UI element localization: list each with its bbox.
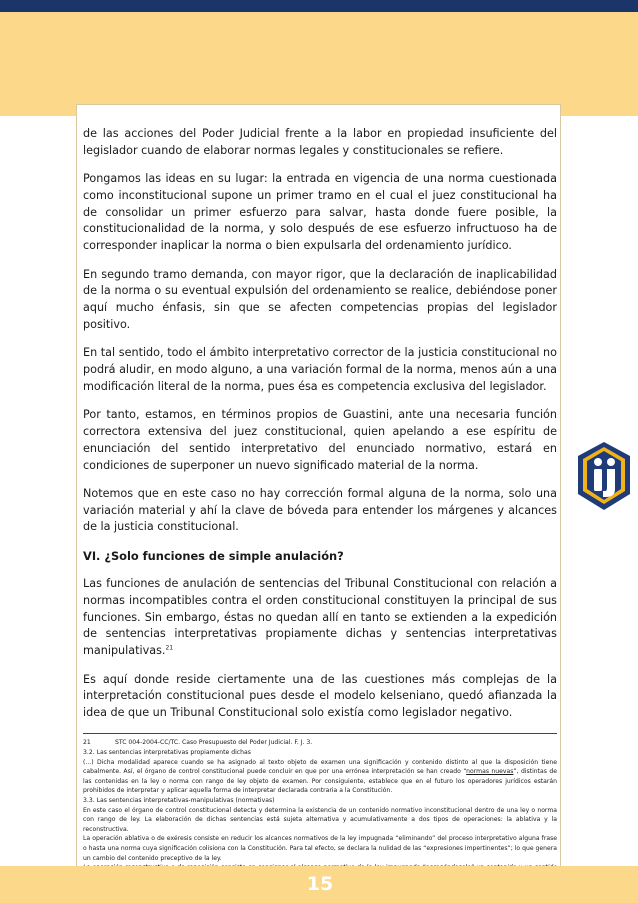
ij-logo-icon <box>574 440 634 512</box>
footnote-rule <box>83 733 557 734</box>
paragraph-8: Es aquí donde reside ciertamente una de las cuestiones más complejas de la interpretación constitucional pues desde el modelo kelseniano, quedó afianzada la idea de que un Tribunal Constitucional solo existía como legislador negativo. <box>83 672 557 720</box>
top-bar <box>0 0 638 12</box>
footnote-21 <box>83 738 557 882</box>
footnote-text-3-2-b: ”, distintas de las contenidas en la ley o norma con rango de ley objeto de examen. Por consiguiente, establece que en el futuro los operadores jurídicos estarán prohibidos de interpretar y aplicar aquella forma de interpretar declarada contraria a la Constitución. <box>83 768 557 795</box>
footnote-number: 21 <box>83 739 91 747</box>
paragraph-5: Por tanto, estamos, en términos propios de Guastini, ante una necesaria función correctora extensiva del juez constitucional, quien apelando a ese espíritu de enunciación del sentido interpretativo del enunciado normativo, estará en condiciones de superponer un nuevo significado material de la norma. <box>83 408 557 472</box>
footnote-text-3-2 <box>83 758 557 796</box>
footnote-text-3-3: En este caso el órgano de control constitucional detecta y determina la existencia de un contenido normativo inconstitucional dentro de una ley o norma con rango de ley. La elaboración de dichas sentencias está sujeta alternativa y acumulativamente a dos tipos de operaciones: la ablativa y la reconstructiva. <box>83 806 557 833</box>
footnote-text-ablativa: La operación ablativa o de exéresis consiste en reducir los alcances normativos de la ley impugnada “eliminando” del proceso interpretativo alguna frase o hasta una norma cuya significación colisiona con la Constitución. Para tal efecto, se declara la nulidad de las “expresiones impertinentes”; lo que genera un cambio del contenido preceptivo de la ley. <box>83 835 557 862</box>
paragraph-7 <box>83 576 557 660</box>
paragraph-3: En segundo tramo demanda, con mayor rigor, que la declaración de inaplicabilidad de la norma o su eventual expulsión del ordenamiento se realice, debiéndose poner aquí mucho énfasis, sin que se afecten competencias propias del legislador positivo. <box>83 267 557 331</box>
paragraph-1: de las acciones del Poder Judicial frente a la labor en propiedad insuficiente del legislador cuando de elaborar normas legales y constitucionales se refiere. <box>83 127 557 157</box>
paragraph-4: En tal sentido, todo el ámbito interpretativo corrector de la justicia constitucional no podrá aludir, en modo alguno, a una variación formal de la norma, menos aún a una modificación literal de la norma, pues ésa es competencia exclusiva del legislador. <box>83 346 557 393</box>
footnote-underlined-term: normas nuevas <box>466 768 514 776</box>
footnote-reference[interactable]: 21 <box>165 644 174 652</box>
top-band <box>0 12 638 116</box>
paragraph-6: Notemos que en este caso no hay corrección formal alguna de la norma, solo una variación material y ahí la clave de bóveda para entender los márgenes y alcances de la justicia constitucional. <box>83 486 557 534</box>
footnote-citation: STC 004-2004-CC/TC. Caso Presupuesto del Poder Judicial. F. J. 3. <box>115 739 313 747</box>
page-number: 15 <box>306 873 334 895</box>
footnote-subheading-3-3: 3.3. Las sentencias interpretativas-manipulativas (normativas) <box>83 796 275 804</box>
page-content <box>83 126 557 882</box>
footnote-text-3-2-a: (...) Dicha modalidad aparece cuando se ha asignado al texto objeto de examen una significación y contenido distinto al que la disposición tiene cabalmente. Así, el órgano de control constitucional puede concluir en que por una errónea interpretación se han creado “ <box>83 758 557 776</box>
paragraph-2: Pongamos las ideas en su lugar: la entrada en vigencia de una norma cuestionada como inconstitucional supone un primer tramo en el cual el juez constitucional ha de consolidar un primer esfuerzo para salvar, hasta donde fuere posible, la constitucionalidad de la norma, y solo después de ese esfuerzo infructuoso ha de corresponder inaplicar la norma o bien expulsarla del ordenamiento jurídico. <box>83 172 557 253</box>
section-heading: VI. ¿Solo funciones de simple anulación? <box>83 548 344 563</box>
footnote-subheading-3-2: 3.2. Las sentencias interpretativas propiamente dichas <box>83 749 251 756</box>
paragraph-7-text: Las funciones de anulación de sentencias del Tribunal Constitucional con relación a normas incompatibles contra el orden constitucional constituyen la principal de sus funciones. Sin embargo, éstas no quedan allí en tanto se extienden a la expedición de sentencias interpretativas propiamente dichas y sentencias interpretativas manipulativas. <box>83 577 557 658</box>
footnote-citation-line <box>83 738 557 748</box>
